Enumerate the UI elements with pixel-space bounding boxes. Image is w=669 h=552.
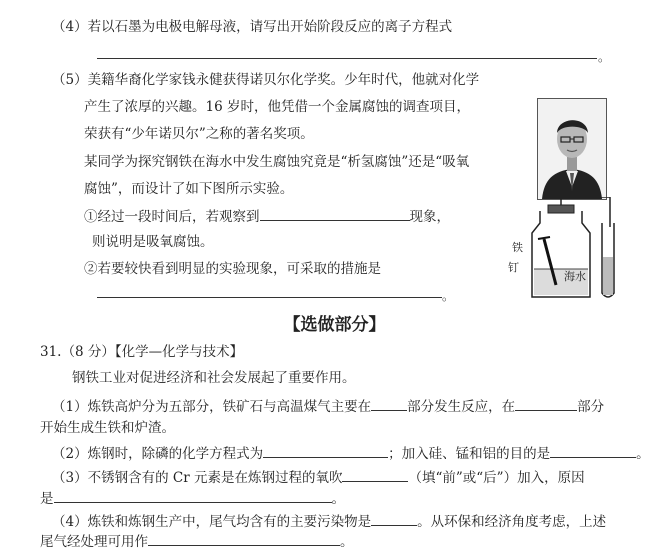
q31-p1-c: 部分 <box>577 399 605 415</box>
q31-p3 <box>52 466 585 488</box>
q5-sub2: ②若要较快看到明显的实验现象，可采取的措施是 <box>84 261 381 277</box>
q5-sub1-blank[interactable] <box>260 205 410 221</box>
q31-p4-period: 。 <box>340 534 354 550</box>
q31-p4-line2 <box>40 530 354 552</box>
q5-sub1-a: ①经过一段时间后，若观察到 <box>84 209 260 225</box>
q31-p4-a: （4）炼铁和炼钢生产中，尾气均含有的主要污染物是 <box>52 514 372 530</box>
q31-p4-blank-2[interactable] <box>148 530 340 546</box>
q31-p3-a: （3）不锈钢含有的 Cr 元素是在炼钢过程的氧吹 <box>52 470 343 486</box>
q31-p3-line2 <box>40 487 345 509</box>
q31-p2-a: （2）炼钢时，除磷的化学方程式为 <box>52 446 264 462</box>
q31-header: 31.（8 分）【化学—化学与技术】 <box>40 344 244 360</box>
q4-answer-line[interactable] <box>97 58 597 59</box>
q5-line-4: 某同学为探究钢铁在海水中发生腐蚀究竟是“析氢腐蚀”还是“吸氧 <box>84 154 470 170</box>
q5-sub1 <box>84 205 450 227</box>
q5-line-3: 荣获有“少年诺贝尔”之称的著名奖项。 <box>84 126 314 142</box>
q5-sub2-answer-line[interactable] <box>97 297 442 298</box>
q31-p4-b: 。从环保和经济角度考虑，上述 <box>417 514 607 530</box>
label-iron-1: 铁 <box>512 241 523 254</box>
q31-p4-blank-1[interactable] <box>371 510 417 526</box>
q31-p1-a: （1）炼铁高炉分为五部分，铁矿石与高温煤气主要在 <box>52 399 372 415</box>
section-title: 【选做部分】 <box>283 315 386 335</box>
q31-p2-blank-2[interactable] <box>550 442 636 458</box>
q5-sub2-period: 。 <box>442 289 455 303</box>
q4-prompt: （4）若以石墨为电极电解母液，请写出开始阶段反应的离子方程式 <box>52 19 453 35</box>
q5-line-1: （5）美籍华裔化学家钱永健获得诺贝尔化学奖。少年时代，他就对化学 <box>52 72 480 88</box>
q31-p3-period: 。 <box>331 491 345 507</box>
q31-p2-b: ；加入硅、锰和铝的目的是 <box>388 446 551 462</box>
q31-p3-blank-2[interactable] <box>54 487 332 503</box>
q4-period: 。 <box>598 50 611 64</box>
label-seawater: 海水 <box>564 270 586 283</box>
q31-intro: 钢铁工业对促进经济和社会发展起了重要作用。 <box>72 370 356 386</box>
label-iron-2: 钉 <box>508 261 519 274</box>
q5-line-2: 产生了浓厚的兴趣。16 岁时，他凭借一个金属腐蚀的调查项目， <box>84 99 470 115</box>
q31-p4 <box>52 510 606 532</box>
portrait-photo <box>537 98 607 200</box>
q31-p2 <box>52 442 650 464</box>
q31-p3-blank-1[interactable] <box>342 466 408 482</box>
q31-p1 <box>52 395 604 417</box>
q5-line-5: 腐蚀”，而设计了如下图所示实验。 <box>84 181 294 197</box>
q31-p4-c: 尾气经处理可用作 <box>40 534 148 550</box>
q31-p1-blank-1[interactable] <box>371 395 407 411</box>
q31-p3-b: （填“前”或“后”）加入，原因 <box>408 470 585 486</box>
q31-p3-c: 是 <box>40 491 54 507</box>
q5-sub1-b: 现象， <box>409 209 450 225</box>
q31-p2-period: 。 <box>636 446 650 462</box>
q31-p1-blank-2[interactable] <box>515 395 577 411</box>
q31-p1-b: 部分发生反应，在 <box>407 399 516 415</box>
q5-sub1-c: 则说明是吸氧腐蚀。 <box>92 234 214 250</box>
q31-p1-d: 开始生成生铁和炉渣。 <box>40 420 175 436</box>
q31-p2-blank-1[interactable] <box>263 442 388 458</box>
